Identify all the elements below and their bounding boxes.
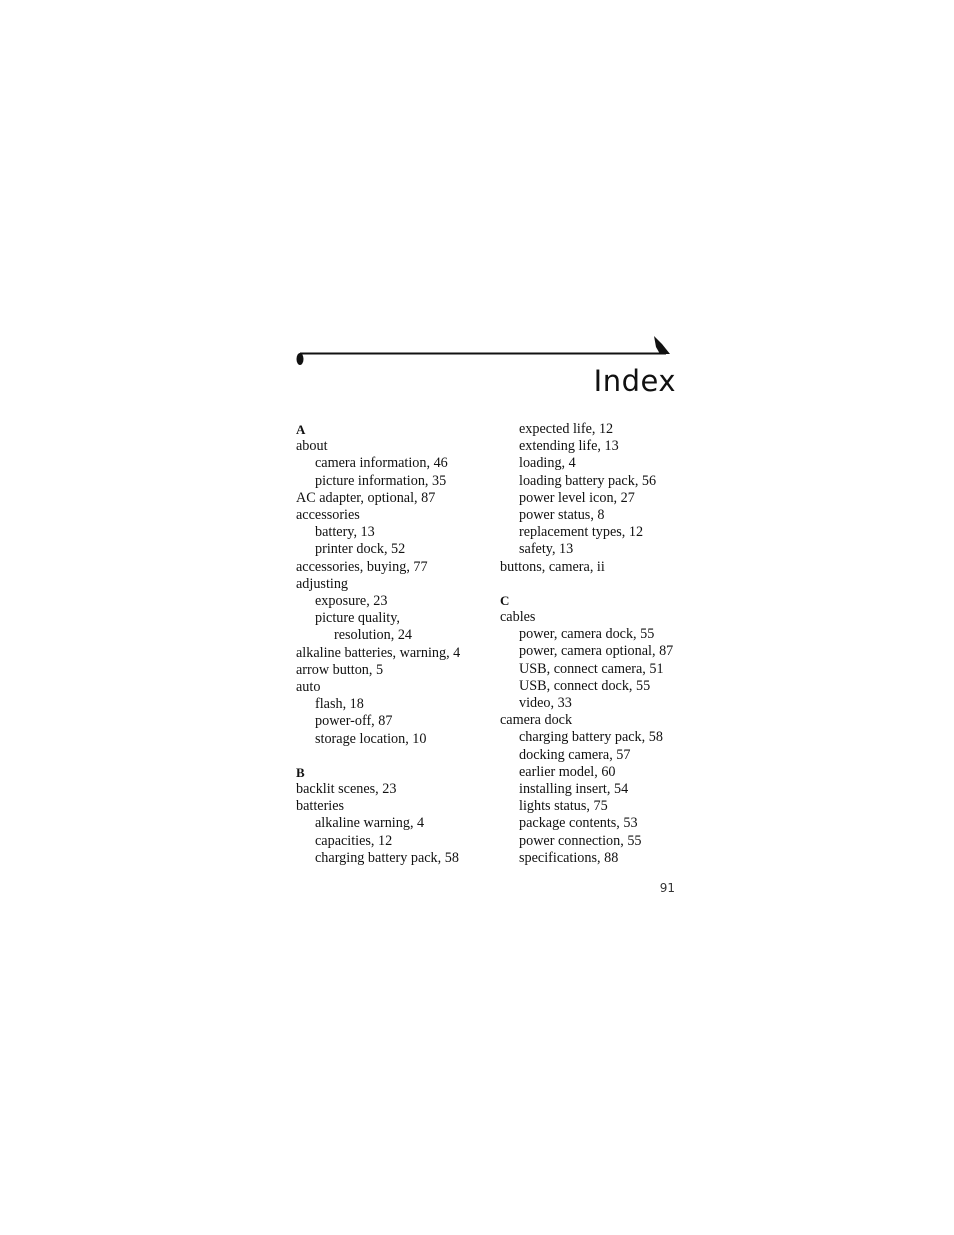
index-column-left [296, 421, 496, 867]
index-entry: about [296, 438, 328, 455]
index-entry: accessories, buying, 77 [296, 558, 428, 575]
index-subentry: power level icon, 27 [519, 489, 635, 506]
index-subentry: capacities, 12 [315, 832, 393, 849]
index-subentry: docking camera, 57 [519, 746, 631, 763]
index-entry: accessories [296, 507, 360, 524]
index-subentry: power-off, 87 [315, 713, 393, 730]
index-section-letter: A [296, 422, 306, 437]
index-subentry: power connection, 55 [519, 832, 642, 849]
index-subentry: resolution, 24 [334, 627, 413, 644]
index-subentry: charging battery pack, 58 [315, 849, 459, 866]
index-subentry: extending life, 13 [519, 438, 619, 455]
index-subentry: loading, 4 [519, 455, 576, 472]
index-subentry: expected life, 12 [519, 421, 614, 437]
index-subentry: USB, connect camera, 51 [519, 660, 664, 677]
index-entry: alkaline batteries, warning, 4 [296, 644, 461, 661]
index-subentry: exposure, 23 [315, 593, 388, 610]
index-subentry: loading battery pack, 56 [519, 472, 657, 489]
section-gap [500, 576, 700, 592]
index-subentry: printer dock, 52 [315, 541, 406, 558]
index-entry: AC adapter, optional, 87 [296, 489, 436, 506]
index-section-letter: B [296, 764, 305, 780]
index-entry: batteries [296, 798, 345, 815]
index-subentry: storage location, 10 [315, 730, 427, 747]
index-subentry: safety, 13 [519, 541, 574, 558]
index-subentry: package contents, 53 [519, 815, 638, 832]
index-subentry: specifications, 88 [519, 849, 619, 866]
index-subentry: picture information, 35 [315, 472, 447, 489]
index-entry: buttons, camera, ii [500, 558, 605, 575]
index-subentry: battery, 13 [315, 524, 375, 541]
index-section-letter: C [500, 592, 510, 608]
index-subentry: charging battery pack, 58 [519, 729, 663, 746]
index-entry: auto [296, 679, 321, 696]
index-subentry: power, camera optional, 87 [519, 643, 674, 660]
index-entry: backlit scenes, 23 [296, 781, 397, 798]
page-title: Index [593, 364, 676, 398]
index-subentry: video, 33 [519, 695, 572, 712]
index-subentry: USB, connect dock, 55 [519, 677, 651, 694]
index-subentry: earlier model, 60 [519, 763, 616, 780]
index-subentry: alkaline warning, 4 [315, 815, 425, 832]
index-subentry: power, camera dock, 55 [519, 626, 655, 643]
index-entry: camera dock [500, 712, 573, 729]
index-subentry: picture quality, [315, 610, 400, 627]
index-subentry: installing insert, 54 [519, 781, 629, 798]
index-subentry: camera information, 46 [315, 455, 448, 472]
index-entry: cables [500, 609, 536, 626]
index-subentry: lights status, 75 [519, 798, 608, 815]
section-gap [296, 748, 496, 764]
index-entry: arrow button, 5 [296, 661, 384, 678]
index-subentry: power status, 8 [519, 507, 605, 524]
chapter-header-rule [294, 334, 676, 368]
page-number: 91 [659, 881, 675, 895]
index-column-right [500, 421, 700, 867]
index-entry: adjusting [296, 575, 349, 592]
index-subentry: flash, 18 [315, 696, 364, 713]
index-subentry: replacement types, 12 [519, 524, 644, 541]
